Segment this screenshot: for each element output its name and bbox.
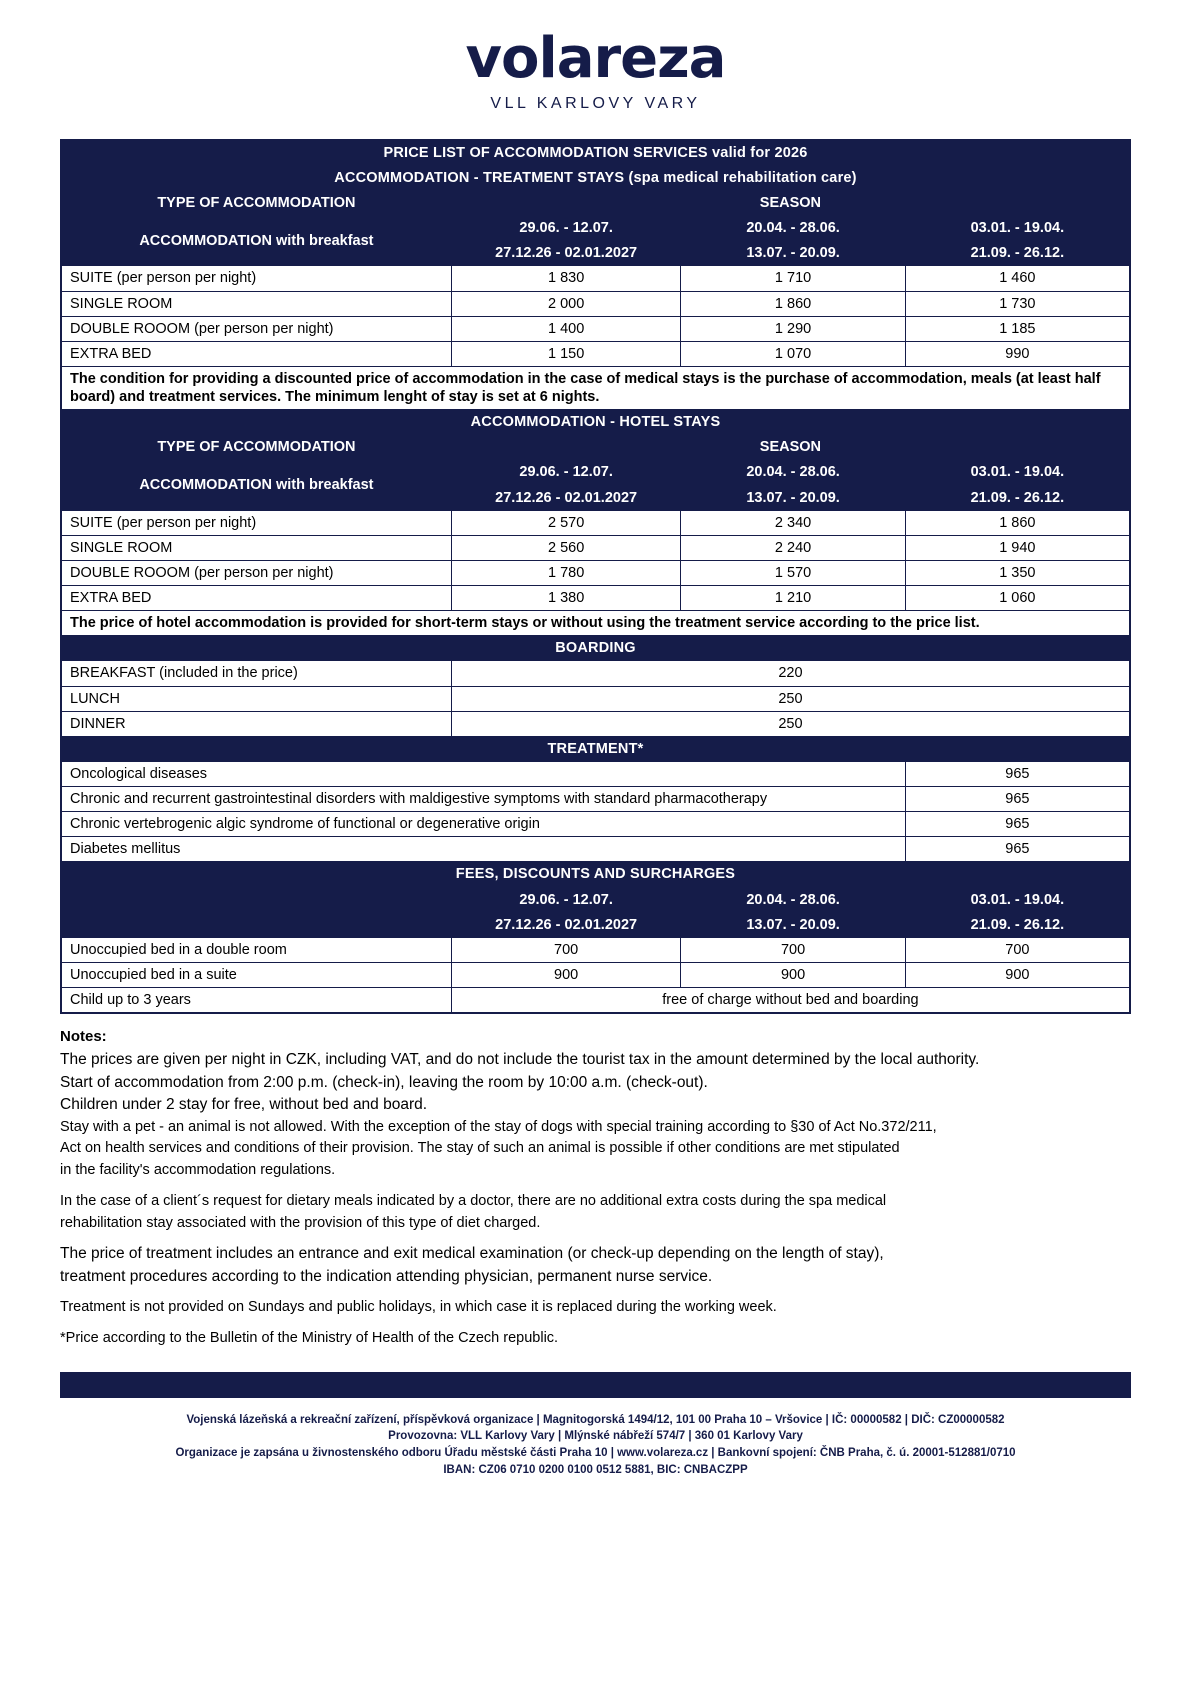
season-col-3-line2: 21.09. - 26.12. [905,485,1129,510]
note-line: Act on health services and conditions of their provision. The stay of such an animal is possible if other conditions are met stipulated [60,1140,900,1157]
season-col-1-line2: 27.12.26 - 02.01.2027 [451,912,681,937]
row-price-2: 1 290 [681,316,905,341]
notes-heading: Notes: [60,1028,107,1046]
season-col-1-line1: 29.06. - 12.07. [451,887,681,912]
row-price-2: 700 [681,937,905,962]
note-line: rehabilitation stay associated with the provision of this type of diet charged. [60,1214,541,1231]
row-label: Child up to 3 years [62,988,452,1013]
row-price-3: 1 350 [905,560,1129,585]
table-row [62,661,1130,686]
table-row [62,291,1130,316]
row-price-3: 700 [905,937,1129,962]
season-col-2-line2: 13.07. - 20.09. [681,912,905,937]
table-row [62,266,1130,291]
season-col-1-line1: 29.06. - 12.07. [451,216,681,241]
footer-line-3: Organizace je zapsána u živnostenského odboru Úřadu městské části Praha 10 | www.volareza.cz | Bankovní spojení: ČNB Praha, č. ú. 20001-512881/0710 [175,1447,1016,1460]
header-season-1: SEASON [451,191,1129,216]
table-row-treatment-section [62,165,1130,190]
season-col-2-line1: 20.04. - 28.06. [681,460,905,485]
row-value: free of charge without bed and boarding [451,988,1129,1013]
table-row-header-season-2 [62,435,1130,460]
table-row [62,341,1130,366]
note-line: in the facility's accommodation regulations. [60,1162,336,1179]
row-label: EXTRA BED [62,341,452,366]
row-price-2: 2 340 [681,510,905,535]
section-title-fees: FEES, DISCOUNTS AND SURCHARGES [62,862,1130,887]
row-label: DOUBLE ROOOM (per person per night) [62,560,452,585]
table-row-hotel-note [62,611,1130,636]
row-price-1: 700 [451,937,681,962]
row-price-3: 1 940 [905,535,1129,560]
table-row [62,510,1130,535]
note-line: The prices are given per night in CZK, including VAT, and do not include the tourist tax in the amount determined by the local authority. [60,1051,980,1069]
row-price-1: 2 560 [451,535,681,560]
season-col-2-line2: 13.07. - 20.09. [681,241,905,266]
note-line: Children under 2 stay for free, without bed and board. [60,1096,428,1114]
row-price-3: 1 730 [905,291,1129,316]
price-table-container [60,139,1131,1014]
row-price-2: 900 [681,962,905,987]
footer-company-info [60,1412,1131,1499]
footer-line-1: Vojenská lázeňská a rekreační zařízení, příspěvková organizace | Magnitogorská 1494/12, 101 00 Praha 10 – Vršovice | IČ: 00000582 | DIČ: CZ00000582 [186,1413,1005,1426]
section-title-treatment: TREATMENT* [62,736,1130,761]
row-label: SINGLE ROOM [62,291,452,316]
logo-block [0,0,1191,113]
row-label: Chronic and recurrent gastrointestinal disorders with maldigestive symptoms with standard pharmacotherapy [62,787,906,812]
row-price-2: 1 070 [681,341,905,366]
price-table [61,140,1130,1013]
row-price-1: 900 [451,962,681,987]
table-row [62,560,1130,585]
header-type-of-accommodation-1: TYPE OF ACCOMMODATION [62,191,452,216]
note-line: Treatment is not provided on Sundays and public holidays, in which case it is replaced during the working week. [60,1299,777,1316]
table-row-fees-dates-a [62,887,1130,912]
season-col-2-line2: 13.07. - 20.09. [681,485,905,510]
footer-divider-bar [60,1372,1131,1398]
section-title-boarding: BOARDING [62,636,1130,661]
row-price: 965 [905,812,1129,837]
season-col-3-line2: 21.09. - 26.12. [905,241,1129,266]
row-price: 250 [451,711,1129,736]
row-price-2: 1 710 [681,266,905,291]
row-price-3: 900 [905,962,1129,987]
brand-subtitle: VLL KARLOVY VARY [490,94,701,112]
header-season-2: SEASON [451,435,1129,460]
row-label: Oncological diseases [62,761,906,786]
row-price-3: 990 [905,341,1129,366]
header-accommodation-with-breakfast-1: ACCOMMODATION with breakfast [62,216,452,266]
row-price-1: 2 570 [451,510,681,535]
footer-line-2: Provozovna: VLL Karlovy Vary | Mlýnské nábřeží 574/7 | 360 01 Karlovy Vary [388,1430,803,1443]
row-price: 965 [905,761,1129,786]
row-label: SINGLE ROOM [62,535,452,560]
row-label: BREAKFAST (included in the price) [62,661,452,686]
notes-section [60,1028,1131,1350]
season-col-3-line1: 03.01. - 19.04. [905,887,1129,912]
table-row-treatment-note [62,366,1130,409]
table-row [62,837,1130,862]
row-label: Chronic vertebrogenic algic syndrome of functional or degenerative origin [62,812,906,837]
header-accommodation-with-breakfast-2: ACCOMMODATION with breakfast [62,460,452,510]
row-price-1: 1 400 [451,316,681,341]
row-label: DINNER [62,711,452,736]
table-row-header-season-1 [62,191,1130,216]
row-price-1: 1 150 [451,341,681,366]
row-price-3: 1 060 [905,586,1129,611]
row-price-1: 1 380 [451,586,681,611]
note-line: Start of accommodation from 2:00 p.m. (check-in), leaving the room by 10:00 a.m. (check-out). [60,1073,708,1091]
fees-empty-header [62,887,452,937]
row-price-3: 1 185 [905,316,1129,341]
treatment-condition-note: The condition for providing a discounted price of accommodation in the case of medical stays is the purchase of accommodation, meals (at least half board) and treatment services. The minimum lenght of stay is set at 6 nights. [62,366,1130,409]
table-row-fees-section [62,862,1130,887]
table-row [62,586,1130,611]
table-row-header-dates-1a [62,216,1130,241]
season-col-2-line1: 20.04. - 28.06. [681,216,905,241]
season-col-1-line2: 27.12.26 - 02.01.2027 [451,485,681,510]
season-col-2-line1: 20.04. - 28.06. [681,887,905,912]
season-col-1-line1: 29.06. - 12.07. [451,460,681,485]
note-line: treatment procedures according to the indication attending physician, permanent nurse service. [60,1267,713,1285]
row-price-2: 2 240 [681,535,905,560]
row-price: 965 [905,787,1129,812]
row-price-3: 1 460 [905,266,1129,291]
table-row [62,812,1130,837]
table-row [62,686,1130,711]
table-row-treatment-section-title [62,736,1130,761]
hotel-price-note: The price of hotel accommodation is provided for short-term stays or without using the treatment service according to the price list. [62,611,1130,636]
note-line: The price of treatment includes an entrance and exit medical examination (or check-up depending on the length of stay), [60,1245,884,1263]
row-price-2: 1 570 [681,560,905,585]
table-row [62,962,1130,987]
row-label: Unoccupied bed in a double room [62,937,452,962]
table-row [62,316,1130,341]
section-title-treatment-stays: ACCOMMODATION - TREATMENT STAYS (spa medical rehabilitation care) [62,165,1130,190]
row-label: EXTRA BED [62,586,452,611]
table-row [62,988,1130,1013]
table-row [62,711,1130,736]
footer-line-4: IBAN: CZ06 0710 0200 0100 0512 5881, BIC: CNBACZPP [443,1463,748,1476]
season-col-3-line1: 03.01. - 19.04. [905,216,1129,241]
table-row-header-dates-2a [62,460,1130,485]
table-row [62,761,1130,786]
table-row-main-title [62,140,1130,165]
row-price-1: 1 830 [451,266,681,291]
row-price: 965 [905,837,1129,862]
row-price-1: 1 780 [451,560,681,585]
row-label: DOUBLE ROOOM (per person per night) [62,316,452,341]
table-row-hotel-section [62,410,1130,435]
season-col-3-line2: 21.09. - 26.12. [905,912,1129,937]
season-col-1-line2: 27.12.26 - 02.01.2027 [451,241,681,266]
season-col-3-line1: 03.01. - 19.04. [905,460,1129,485]
row-label: Diabetes mellitus [62,837,906,862]
row-price: 250 [451,686,1129,711]
note-line: Stay with a pet - an animal is not allowed. With the exception of the stay of dogs with special training according to §30 of Act No.372/211, [60,1118,937,1135]
row-label: SUITE (per person per night) [62,510,452,535]
section-title-hotel-stays: ACCOMMODATION - HOTEL STAYS [62,410,1130,435]
table-row [62,937,1130,962]
row-label: Unoccupied bed in a suite [62,962,452,987]
row-price: 220 [451,661,1129,686]
row-price-1: 2 000 [451,291,681,316]
table-row [62,787,1130,812]
note-line-footnote: *Price according to the Bulletin of the Ministry of Health of the Czech republic. [60,1330,559,1347]
row-price-3: 1 860 [905,510,1129,535]
header-type-of-accommodation-2: TYPE OF ACCOMMODATION [62,435,452,460]
main-title: PRICE LIST OF ACCOMMODATION SERVICES valid for 2026 [62,140,1130,165]
row-label: LUNCH [62,686,452,711]
table-row-boarding-section [62,636,1130,661]
note-line: In the case of a client´s request for dietary meals indicated by a doctor, there are no additional extra costs during the spa medical [60,1192,887,1209]
brand-logo: volareza [465,26,726,91]
row-label: SUITE (per person per night) [62,266,452,291]
row-price-2: 1 860 [681,291,905,316]
table-row [62,535,1130,560]
row-price-2: 1 210 [681,586,905,611]
